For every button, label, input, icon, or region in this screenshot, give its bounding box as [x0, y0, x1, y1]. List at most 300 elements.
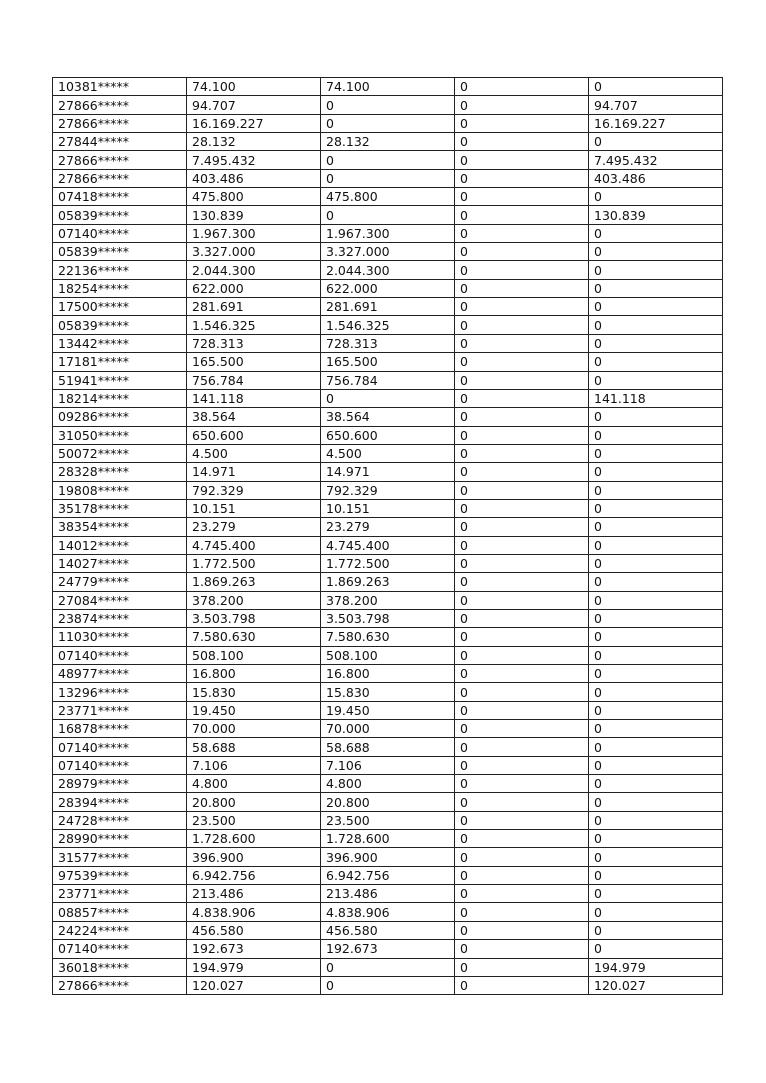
- table-row: [53, 775, 723, 793]
- id-cell: 24224*****: [53, 921, 187, 939]
- column-3-cell: 756.784: [321, 371, 455, 389]
- column-4-cell: 0: [455, 243, 589, 261]
- column-3-cell: 0: [321, 976, 455, 994]
- amount-cell: 15.830: [187, 683, 321, 701]
- column-3-cell: 0: [321, 206, 455, 224]
- column-4-cell: 0: [455, 609, 589, 627]
- id-cell: 13296*****: [53, 683, 187, 701]
- table-row: [53, 554, 723, 572]
- column-3-cell: 0: [321, 169, 455, 187]
- id-cell: 22136*****: [53, 261, 187, 279]
- column-4-cell: 0: [455, 591, 589, 609]
- table-row: [53, 114, 723, 132]
- amount-cell: 1.772.500: [187, 554, 321, 572]
- column-5-cell: 0: [589, 665, 723, 683]
- column-3-cell: 281.691: [321, 298, 455, 316]
- amount-cell: 70.000: [187, 720, 321, 738]
- column-5-cell: 0: [589, 499, 723, 517]
- column-5-cell: 0: [589, 243, 723, 261]
- id-cell: 23771*****: [53, 885, 187, 903]
- id-cell: 97539*****: [53, 866, 187, 884]
- amount-cell: 194.979: [187, 958, 321, 976]
- column-4-cell: 0: [455, 353, 589, 371]
- id-cell: 07140*****: [53, 738, 187, 756]
- table-row: [53, 408, 723, 426]
- amount-cell: 4.838.906: [187, 903, 321, 921]
- column-3-cell: 4.500: [321, 444, 455, 462]
- amount-cell: 508.100: [187, 646, 321, 664]
- amount-cell: 728.313: [187, 334, 321, 352]
- amount-cell: 10.151: [187, 499, 321, 517]
- column-5-cell: 0: [589, 756, 723, 774]
- column-4-cell: 0: [455, 261, 589, 279]
- column-5-cell: 0: [589, 848, 723, 866]
- amount-cell: 378.200: [187, 591, 321, 609]
- column-3-cell: 19.450: [321, 701, 455, 719]
- column-4-cell: 0: [455, 738, 589, 756]
- column-3-cell: 1.728.600: [321, 830, 455, 848]
- table-row: [53, 848, 723, 866]
- id-cell: 14012*****: [53, 536, 187, 554]
- amount-cell: 165.500: [187, 353, 321, 371]
- column-5-cell: 0: [589, 353, 723, 371]
- column-5-cell: 0: [589, 334, 723, 352]
- amount-cell: 756.784: [187, 371, 321, 389]
- amount-cell: 4.500: [187, 444, 321, 462]
- column-3-cell: 396.900: [321, 848, 455, 866]
- amount-cell: 475.800: [187, 188, 321, 206]
- column-3-cell: 475.800: [321, 188, 455, 206]
- column-3-cell: 20.800: [321, 793, 455, 811]
- amount-cell: 1.869.263: [187, 573, 321, 591]
- table-row: [53, 371, 723, 389]
- column-4-cell: 0: [455, 646, 589, 664]
- column-4-cell: 0: [455, 298, 589, 316]
- id-cell: 28394*****: [53, 793, 187, 811]
- id-cell: 18214*****: [53, 389, 187, 407]
- id-cell: 51941*****: [53, 371, 187, 389]
- amount-cell: 396.900: [187, 848, 321, 866]
- id-cell: 28979*****: [53, 775, 187, 793]
- column-3-cell: 23.279: [321, 518, 455, 536]
- column-3-cell: 792.329: [321, 481, 455, 499]
- table-row: [53, 518, 723, 536]
- column-3-cell: 74.100: [321, 78, 455, 96]
- column-5-cell: 0: [589, 609, 723, 627]
- column-3-cell: 456.580: [321, 921, 455, 939]
- column-4-cell: 0: [455, 775, 589, 793]
- column-5-cell: 0: [589, 188, 723, 206]
- amount-cell: 192.673: [187, 940, 321, 958]
- column-5-cell: 0: [589, 426, 723, 444]
- table-row: [53, 720, 723, 738]
- table-row: [53, 536, 723, 554]
- id-cell: 09286*****: [53, 408, 187, 426]
- table-row: [53, 261, 723, 279]
- amount-cell: 28.132: [187, 133, 321, 151]
- column-4-cell: 0: [455, 903, 589, 921]
- column-5-cell: 94.707: [589, 96, 723, 114]
- table-row: [53, 976, 723, 994]
- id-cell: 13442*****: [53, 334, 187, 352]
- column-3-cell: 0: [321, 96, 455, 114]
- column-4-cell: 0: [455, 371, 589, 389]
- column-3-cell: 6.942.756: [321, 866, 455, 884]
- table-row: [53, 426, 723, 444]
- column-5-cell: 0: [589, 371, 723, 389]
- id-cell: 24728*****: [53, 811, 187, 829]
- column-3-cell: 4.745.400: [321, 536, 455, 554]
- id-cell: 28990*****: [53, 830, 187, 848]
- column-3-cell: 192.673: [321, 940, 455, 958]
- amount-cell: 4.745.400: [187, 536, 321, 554]
- table-row: [53, 683, 723, 701]
- column-4-cell: 0: [455, 389, 589, 407]
- id-cell: 27084*****: [53, 591, 187, 609]
- column-5-cell: 0: [589, 738, 723, 756]
- column-5-cell: 0: [589, 279, 723, 297]
- column-3-cell: 14.971: [321, 463, 455, 481]
- column-3-cell: 2.044.300: [321, 261, 455, 279]
- column-4-cell: 0: [455, 481, 589, 499]
- column-5-cell: 0: [589, 316, 723, 334]
- amount-cell: 622.000: [187, 279, 321, 297]
- column-3-cell: 58.688: [321, 738, 455, 756]
- table-row: [53, 499, 723, 517]
- column-3-cell: 3.503.798: [321, 609, 455, 627]
- column-4-cell: 0: [455, 224, 589, 242]
- id-cell: 10381*****: [53, 78, 187, 96]
- id-cell: 17181*****: [53, 353, 187, 371]
- id-cell: 16878*****: [53, 720, 187, 738]
- column-5-cell: 0: [589, 408, 723, 426]
- id-cell: 23874*****: [53, 609, 187, 627]
- column-5-cell: 0: [589, 903, 723, 921]
- table-body: [53, 78, 723, 995]
- column-4-cell: 0: [455, 701, 589, 719]
- amount-cell: 23.279: [187, 518, 321, 536]
- column-5-cell: 130.839: [589, 206, 723, 224]
- table-row: [53, 133, 723, 151]
- column-4-cell: 0: [455, 573, 589, 591]
- table-row: [53, 169, 723, 187]
- column-4-cell: 0: [455, 811, 589, 829]
- amount-cell: 1.728.600: [187, 830, 321, 848]
- amount-cell: 74.100: [187, 78, 321, 96]
- table-row: [53, 96, 723, 114]
- table-row: [53, 151, 723, 169]
- column-5-cell: 0: [589, 793, 723, 811]
- column-4-cell: 0: [455, 169, 589, 187]
- column-4-cell: 0: [455, 885, 589, 903]
- table-row: [53, 353, 723, 371]
- column-3-cell: 15.830: [321, 683, 455, 701]
- column-5-cell: 0: [589, 811, 723, 829]
- column-3-cell: 508.100: [321, 646, 455, 664]
- column-4-cell: 0: [455, 921, 589, 939]
- id-cell: 23771*****: [53, 701, 187, 719]
- table-row: [53, 573, 723, 591]
- table-row: [53, 628, 723, 646]
- table-row: [53, 940, 723, 958]
- amount-cell: 1.967.300: [187, 224, 321, 242]
- column-5-cell: 120.027: [589, 976, 723, 994]
- column-3-cell: 1.967.300: [321, 224, 455, 242]
- table-row: [53, 279, 723, 297]
- amount-cell: 4.800: [187, 775, 321, 793]
- column-4-cell: 0: [455, 206, 589, 224]
- table-row: [53, 463, 723, 481]
- amount-cell: 19.450: [187, 701, 321, 719]
- table-row: [53, 389, 723, 407]
- column-4-cell: 0: [455, 133, 589, 151]
- table-row: [53, 866, 723, 884]
- table-row: [53, 444, 723, 462]
- column-5-cell: 0: [589, 591, 723, 609]
- table-row: [53, 903, 723, 921]
- column-4-cell: 0: [455, 683, 589, 701]
- column-4-cell: 0: [455, 628, 589, 646]
- column-5-cell: 0: [589, 646, 723, 664]
- amount-cell: 16.800: [187, 665, 321, 683]
- column-5-cell: 141.118: [589, 389, 723, 407]
- column-4-cell: 0: [455, 940, 589, 958]
- id-cell: 18254*****: [53, 279, 187, 297]
- column-5-cell: 0: [589, 701, 723, 719]
- amount-cell: 403.486: [187, 169, 321, 187]
- column-3-cell: 1.546.325: [321, 316, 455, 334]
- amount-cell: 792.329: [187, 481, 321, 499]
- amount-cell: 7.580.630: [187, 628, 321, 646]
- column-5-cell: 0: [589, 573, 723, 591]
- id-cell: 07140*****: [53, 646, 187, 664]
- column-3-cell: 378.200: [321, 591, 455, 609]
- amount-cell: 281.691: [187, 298, 321, 316]
- column-5-cell: 0: [589, 940, 723, 958]
- amount-cell: 94.707: [187, 96, 321, 114]
- column-4-cell: 0: [455, 499, 589, 517]
- column-5-cell: 0: [589, 298, 723, 316]
- column-5-cell: 7.495.432: [589, 151, 723, 169]
- id-cell: 27866*****: [53, 151, 187, 169]
- column-4-cell: 0: [455, 96, 589, 114]
- table-row: [53, 224, 723, 242]
- column-5-cell: 0: [589, 554, 723, 572]
- column-5-cell: 0: [589, 444, 723, 462]
- id-cell: 07418*****: [53, 188, 187, 206]
- amount-cell: 1.546.325: [187, 316, 321, 334]
- column-3-cell: 0: [321, 958, 455, 976]
- column-3-cell: 1.772.500: [321, 554, 455, 572]
- id-cell: 24779*****: [53, 573, 187, 591]
- column-3-cell: 28.132: [321, 133, 455, 151]
- column-4-cell: 0: [455, 78, 589, 96]
- table-row: [53, 78, 723, 96]
- column-4-cell: 0: [455, 976, 589, 994]
- amount-cell: 3.327.000: [187, 243, 321, 261]
- amount-cell: 456.580: [187, 921, 321, 939]
- column-4-cell: 0: [455, 518, 589, 536]
- column-4-cell: 0: [455, 316, 589, 334]
- column-5-cell: 0: [589, 885, 723, 903]
- amount-cell: 7.495.432: [187, 151, 321, 169]
- id-cell: 38354*****: [53, 518, 187, 536]
- amount-cell: 120.027: [187, 976, 321, 994]
- id-cell: 05839*****: [53, 243, 187, 261]
- amount-cell: 3.503.798: [187, 609, 321, 627]
- column-4-cell: 0: [455, 151, 589, 169]
- table-row: [53, 646, 723, 664]
- column-3-cell: 0: [321, 389, 455, 407]
- id-cell: 27866*****: [53, 976, 187, 994]
- column-4-cell: 0: [455, 720, 589, 738]
- table-row: [53, 811, 723, 829]
- id-cell: 07140*****: [53, 224, 187, 242]
- id-cell: 19808*****: [53, 481, 187, 499]
- column-5-cell: 194.979: [589, 958, 723, 976]
- data-table: [52, 77, 723, 995]
- column-4-cell: 0: [455, 958, 589, 976]
- amount-cell: 7.106: [187, 756, 321, 774]
- id-cell: 27866*****: [53, 96, 187, 114]
- amount-cell: 6.942.756: [187, 866, 321, 884]
- id-cell: 27844*****: [53, 133, 187, 151]
- column-3-cell: 728.313: [321, 334, 455, 352]
- column-5-cell: 0: [589, 775, 723, 793]
- column-4-cell: 0: [455, 793, 589, 811]
- column-5-cell: 0: [589, 720, 723, 738]
- id-cell: 05839*****: [53, 316, 187, 334]
- column-4-cell: 0: [455, 848, 589, 866]
- id-cell: 50072*****: [53, 444, 187, 462]
- table-row: [53, 701, 723, 719]
- id-cell: 14027*****: [53, 554, 187, 572]
- column-3-cell: 4.838.906: [321, 903, 455, 921]
- column-3-cell: 622.000: [321, 279, 455, 297]
- column-3-cell: 70.000: [321, 720, 455, 738]
- table-row: [53, 830, 723, 848]
- column-5-cell: 0: [589, 78, 723, 96]
- amount-cell: 14.971: [187, 463, 321, 481]
- column-3-cell: 1.869.263: [321, 573, 455, 591]
- table-row: [53, 793, 723, 811]
- column-5-cell: 0: [589, 683, 723, 701]
- amount-cell: 2.044.300: [187, 261, 321, 279]
- column-5-cell: 0: [589, 866, 723, 884]
- column-4-cell: 0: [455, 463, 589, 481]
- column-3-cell: 23.500: [321, 811, 455, 829]
- column-4-cell: 0: [455, 554, 589, 572]
- id-cell: 31050*****: [53, 426, 187, 444]
- amount-cell: 650.600: [187, 426, 321, 444]
- id-cell: 27866*****: [53, 169, 187, 187]
- table-row: [53, 665, 723, 683]
- column-4-cell: 0: [455, 188, 589, 206]
- id-cell: 05839*****: [53, 206, 187, 224]
- table-row: [53, 756, 723, 774]
- column-4-cell: 0: [455, 830, 589, 848]
- column-5-cell: 16.169.227: [589, 114, 723, 132]
- column-3-cell: 7.106: [321, 756, 455, 774]
- column-4-cell: 0: [455, 536, 589, 554]
- id-cell: 07140*****: [53, 940, 187, 958]
- column-5-cell: 0: [589, 463, 723, 481]
- column-5-cell: 0: [589, 921, 723, 939]
- table-row: [53, 298, 723, 316]
- column-5-cell: 0: [589, 628, 723, 646]
- table-row: [53, 958, 723, 976]
- id-cell: 27866*****: [53, 114, 187, 132]
- column-4-cell: 0: [455, 408, 589, 426]
- id-cell: 11030*****: [53, 628, 187, 646]
- column-3-cell: 38.564: [321, 408, 455, 426]
- column-4-cell: 0: [455, 426, 589, 444]
- table-row: [53, 885, 723, 903]
- column-5-cell: 0: [589, 518, 723, 536]
- column-5-cell: 0: [589, 133, 723, 151]
- id-cell: 35178*****: [53, 499, 187, 517]
- amount-cell: 213.486: [187, 885, 321, 903]
- table-row: [53, 243, 723, 261]
- column-4-cell: 0: [455, 866, 589, 884]
- table-row: [53, 188, 723, 206]
- column-3-cell: 4.800: [321, 775, 455, 793]
- id-cell: 07140*****: [53, 756, 187, 774]
- id-cell: 08857*****: [53, 903, 187, 921]
- column-3-cell: 0: [321, 114, 455, 132]
- column-5-cell: 0: [589, 481, 723, 499]
- table-row: [53, 316, 723, 334]
- table-row: [53, 206, 723, 224]
- id-cell: 31577*****: [53, 848, 187, 866]
- column-3-cell: 0: [321, 151, 455, 169]
- column-3-cell: 213.486: [321, 885, 455, 903]
- column-3-cell: 7.580.630: [321, 628, 455, 646]
- amount-cell: 130.839: [187, 206, 321, 224]
- column-5-cell: 403.486: [589, 169, 723, 187]
- id-cell: 28328*****: [53, 463, 187, 481]
- amount-cell: 20.800: [187, 793, 321, 811]
- amount-cell: 38.564: [187, 408, 321, 426]
- table-row: [53, 738, 723, 756]
- table-row: [53, 334, 723, 352]
- table-row: [53, 921, 723, 939]
- id-cell: 17500*****: [53, 298, 187, 316]
- amount-cell: 58.688: [187, 738, 321, 756]
- column-3-cell: 16.800: [321, 665, 455, 683]
- column-5-cell: 0: [589, 224, 723, 242]
- column-4-cell: 0: [455, 756, 589, 774]
- id-cell: 48977*****: [53, 665, 187, 683]
- column-4-cell: 0: [455, 444, 589, 462]
- id-cell: 36018*****: [53, 958, 187, 976]
- table-row: [53, 591, 723, 609]
- column-4-cell: 0: [455, 279, 589, 297]
- table-row: [53, 609, 723, 627]
- column-4-cell: 0: [455, 665, 589, 683]
- column-3-cell: 10.151: [321, 499, 455, 517]
- amount-cell: 141.118: [187, 389, 321, 407]
- table-row: [53, 481, 723, 499]
- column-5-cell: 0: [589, 261, 723, 279]
- column-3-cell: 3.327.000: [321, 243, 455, 261]
- column-4-cell: 0: [455, 334, 589, 352]
- column-5-cell: 0: [589, 830, 723, 848]
- amount-cell: 16.169.227: [187, 114, 321, 132]
- amount-cell: 23.500: [187, 811, 321, 829]
- column-5-cell: 0: [589, 536, 723, 554]
- column-4-cell: 0: [455, 114, 589, 132]
